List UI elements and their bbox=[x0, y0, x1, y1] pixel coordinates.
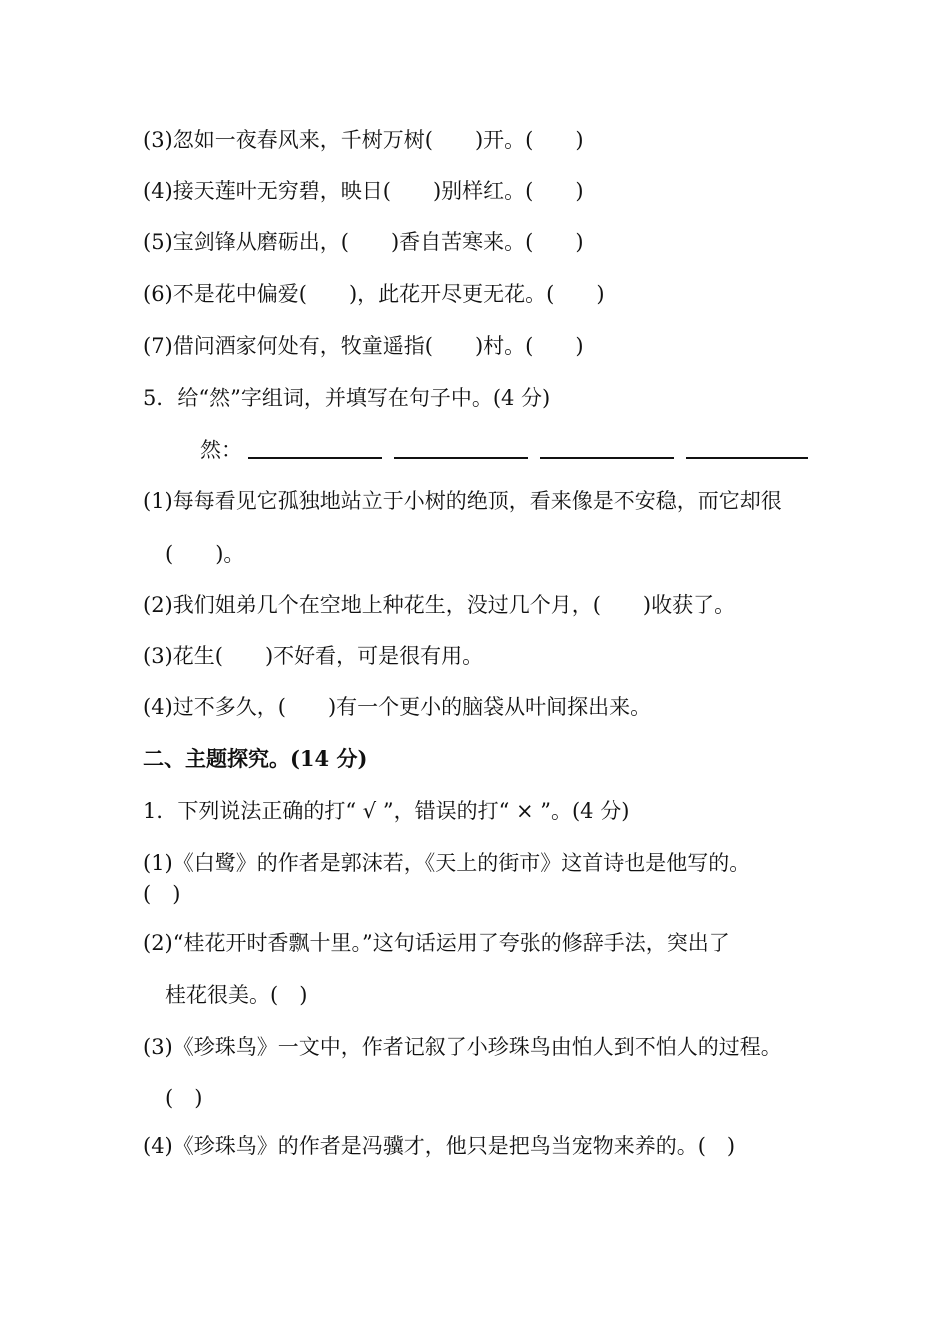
section-2-question-1-title: 1．下列说法正确的打“ √ ”，错误的打“ × ”。(4 分) bbox=[143, 799, 630, 823]
ran-word-label: 然： bbox=[200, 438, 242, 462]
tf-item-1-bracket: ( ) bbox=[143, 882, 181, 906]
q5-item-1-cont: ( )。 bbox=[165, 542, 245, 566]
answer-blank-4[interactable] bbox=[686, 457, 808, 459]
tf-item-1: (1)《白鹭》的作者是郭沫若，《天上的街市》这首诗也是他写的。 bbox=[143, 851, 751, 875]
tf-item-3-bracket: ( ) bbox=[165, 1086, 203, 1110]
q5-item-3: (3)花生( )不好看，可是很有用。 bbox=[143, 644, 484, 668]
tf-item-2-cont: 桂花很美。( ) bbox=[165, 983, 308, 1007]
answer-blank-3[interactable] bbox=[540, 457, 674, 459]
section-2-heading: 二、主题探究。(14 分) bbox=[143, 746, 368, 771]
poem-item-4: (4)接天莲叶无穷碧，映日( )别样红。( ) bbox=[143, 179, 584, 203]
poem-item-3: (3)忽如一夜春风来，千树万树( )开。( ) bbox=[143, 128, 584, 152]
tf-item-2: (2)“桂花开时香飘十里。”这句话运用了夸张的修辞手法，突出了 bbox=[143, 931, 730, 955]
tf-item-3: (3)《珍珠鸟》一文中，作者记叙了小珍珠鸟由怕人到不怕人的过程。 bbox=[143, 1035, 782, 1059]
answer-blank-1[interactable] bbox=[248, 457, 382, 459]
ran-word-row bbox=[200, 437, 808, 463]
poem-item-7: (7)借问酒家何处有，牧童遥指( )村。( ) bbox=[143, 334, 584, 358]
question-5-title: 5．给“然”字组词，并填写在句子中。(4 分) bbox=[143, 386, 551, 410]
poem-item-6: (6)不是花中偏爱( )，此花开尽更无花。( ) bbox=[143, 282, 605, 306]
answer-blank-2[interactable] bbox=[394, 457, 528, 459]
q5-item-2: (2)我们姐弟几个在空地上种花生，没过几个月，( )收获了。 bbox=[143, 593, 736, 617]
q5-item-4: (4)过不多久，( )有一个更小的脑袋从叶间探出来。 bbox=[143, 695, 652, 719]
q5-item-1: (1)每每看见它孤独地站立于小树的绝顶，看来像是不安稳，而它却很 bbox=[143, 489, 782, 513]
tf-item-4: (4)《珍珠鸟》的作者是冯骥才，他只是把鸟当宠物来养的。( ) bbox=[143, 1134, 736, 1158]
poem-item-5: (5)宝剑锋从磨砺出，( )香自苦寒来。( ) bbox=[143, 230, 584, 254]
